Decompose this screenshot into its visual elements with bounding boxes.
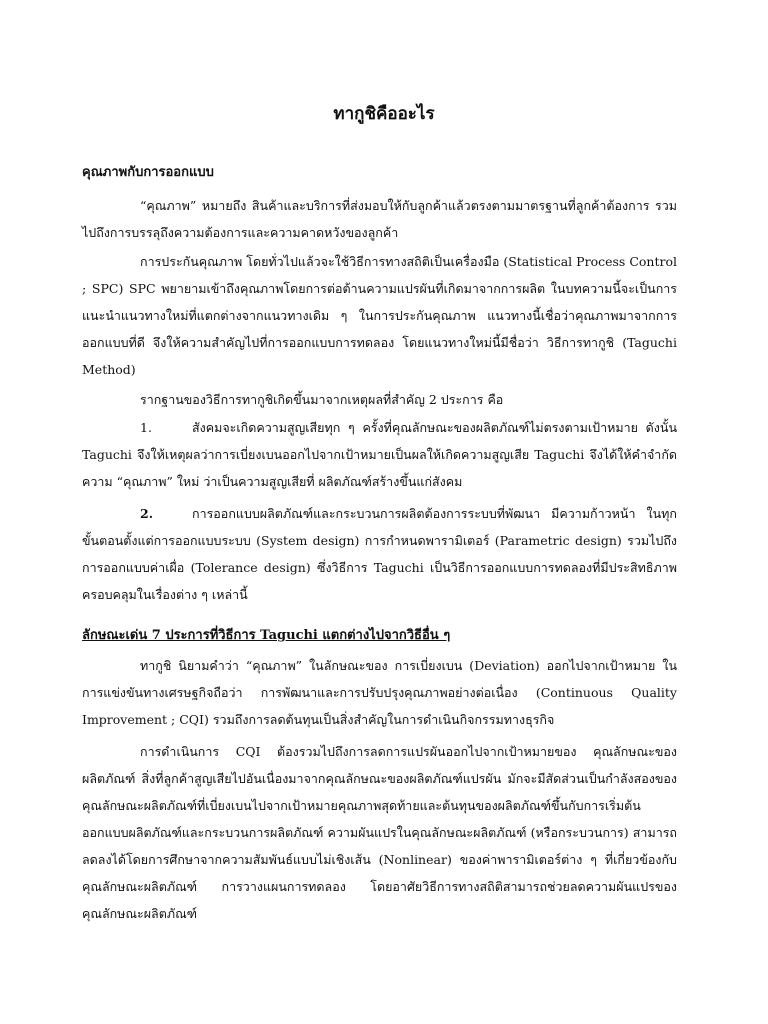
paragraph-quality-assurance: การประกันคุณภาพ โดยทั่วไปแล้วจะใช้วิธีการทางสถิติเป็นเครื่องมือ (Statistical Process Control ; SPC) SPC พยายามเข้าถึงคุณภาพโดยการต่อต้านความแปรผันที่เกิดมาจากการผลิต ในบทความนี้จะเป็นการแนะนำแนวทางใหม่ที่แตกต่างจากแนวทางเดิม ๆ ในการประกันคุณภาพ แนวทางนี้เชื่อว่าคุณภาพมาจากการออกแบบที่ดี จึงให้ความสำคัญไปที่การออกแบบการทดลอง โดยแนวทางใหม่นี้มีชื่อว่า วิธีการทากูชิ (Taguchi Method) (82, 254, 677, 377)
list-item-1 (82, 414, 677, 495)
section-heading-taguchi-features: ลักษณะเด่น 7 ประการที่วิธีการ Taguchi แตกต่างไปจากวิธีอื่น ๆ (82, 628, 451, 643)
list-item-text: การออกแบบผลิตภัณฑ์และกระบวนการผลิตต้องการระบบที่พัฒนา มีความก้าวหน้า ในทุกขั้นตอนตั้งแต่การออกแบบระบบ (System design) การกำหนดพารามิเตอร์ (Parametric design) รวมไปถึงการออกแบบค่าเผื่อ (Tolerance design) ซึ่งวิธีการ Taguchi เป็นวิธีการออกแบบการทดลองที่มีประสิทธิภาพ ครอบคลุมในเรื่องต่าง ๆ เหล่านี้ (82, 506, 677, 602)
paragraph-quality-deviation: ทากูชิ นิยามคำว่า “คุณภาพ” ในลักษณะของ การเบี่ยงเบน (Deviation) ออกไปจากเป้าหมาย ในการแข่งขันทางเศรษฐกิจถือว่า การพัฒนาและการปรับปรุงคุณภาพอย่างต่อเนื่อง (Continuous Quality Improvement ; CQI) รวมถึงการลดต้นทุนเป็นสิ่งสำคัญในการดำเนินกิจกรรมทางธุรกิจ (82, 658, 677, 727)
section-heading-quality-design: คุณภาพกับการออกแบบ (82, 165, 214, 180)
paragraph-quality-definition: “คุณภาพ” หมายถึง สินค้าและบริการที่ส่งมอบให้กับลูกค้าแล้วตรงตามมาตรฐานที่ลูกค้าต้องการ รวมไปถึงการบรรลุถึงความต้องการและความคาดหวังของลูกค้า (82, 198, 677, 240)
list-item-text: สังคมจะเกิดความสูญเสียทุก ๆ ครั้งที่คุณลักษณะของผลิตภัณฑ์ไม่ตรงตามเป้าหมาย ดังนั้น Taguchi จึงให้เหตุผลว่าการเบี่ยงเบนออกไปจากเป้าหมายเป็นผลให้เกิดความสูญเสีย Taguchi จึงได้ให้คำจำกัดความ “คุณภาพ” ใหม่ ว่าเป็นความสูญเสียที่ ผลิตภัณฑ์สร้างขึ้นแก่สังคม (82, 420, 677, 489)
paragraph-cqi: การดำเนินการ CQI ต้องรวมไปถึงการลดการแปรผันออกไปจากเป้าหมายของ คุณลักษณะของผลิตภัณฑ์ สิ่งที่ลูกค้าสูญเสียไปอันเนื่องมาจากคุณลักษณะของผลิตภัณฑ์แปรผัน มักจะมีสัดส่วนเป็นกำลังสองของคุณลักษณะผลิตภัณฑ์ที่เบี่ยงเบนไปจากเป้าหมายคุณภาพสุดท้ายและต้นทุนของผลิตภัณฑ์ขึ้นกับการเริ่มต้นออกแบบผลิตภัณฑ์และกระบวนการผลิตภัณฑ์ ความผันแปรในคุณลักษณะผลิตภัณฑ์ (หรือกระบวนการ) สามารถลดลงได้โดยการศึกษาจากความสัมพันธ์แบบไม่เชิงเส้น (Nonlinear) ของค่าพารามิเตอร์ต่าง ๆ ที่เกี่ยวข้องกับคุณลักษณะผลิตภัณฑ์ การวางแผนการทดลอง โดยอาศัยวิธีการทางสถิติสามารถช่วยลดความผันแปรของคุณลักษณะผลิตภัณฑ์ (82, 744, 677, 921)
page-title: ทากูชิคืออะไร (333, 104, 435, 124)
list-item-2 (82, 500, 677, 608)
list-item-number: 1. (140, 420, 152, 435)
list-item-number: 2. (140, 506, 154, 521)
paragraph-taguchi-foundation: รากฐานของวิธีการทากูชิเกิดขึ้นมาจากเหตุผลที่สำคัญ 2 ประการ คือ (140, 392, 504, 407)
